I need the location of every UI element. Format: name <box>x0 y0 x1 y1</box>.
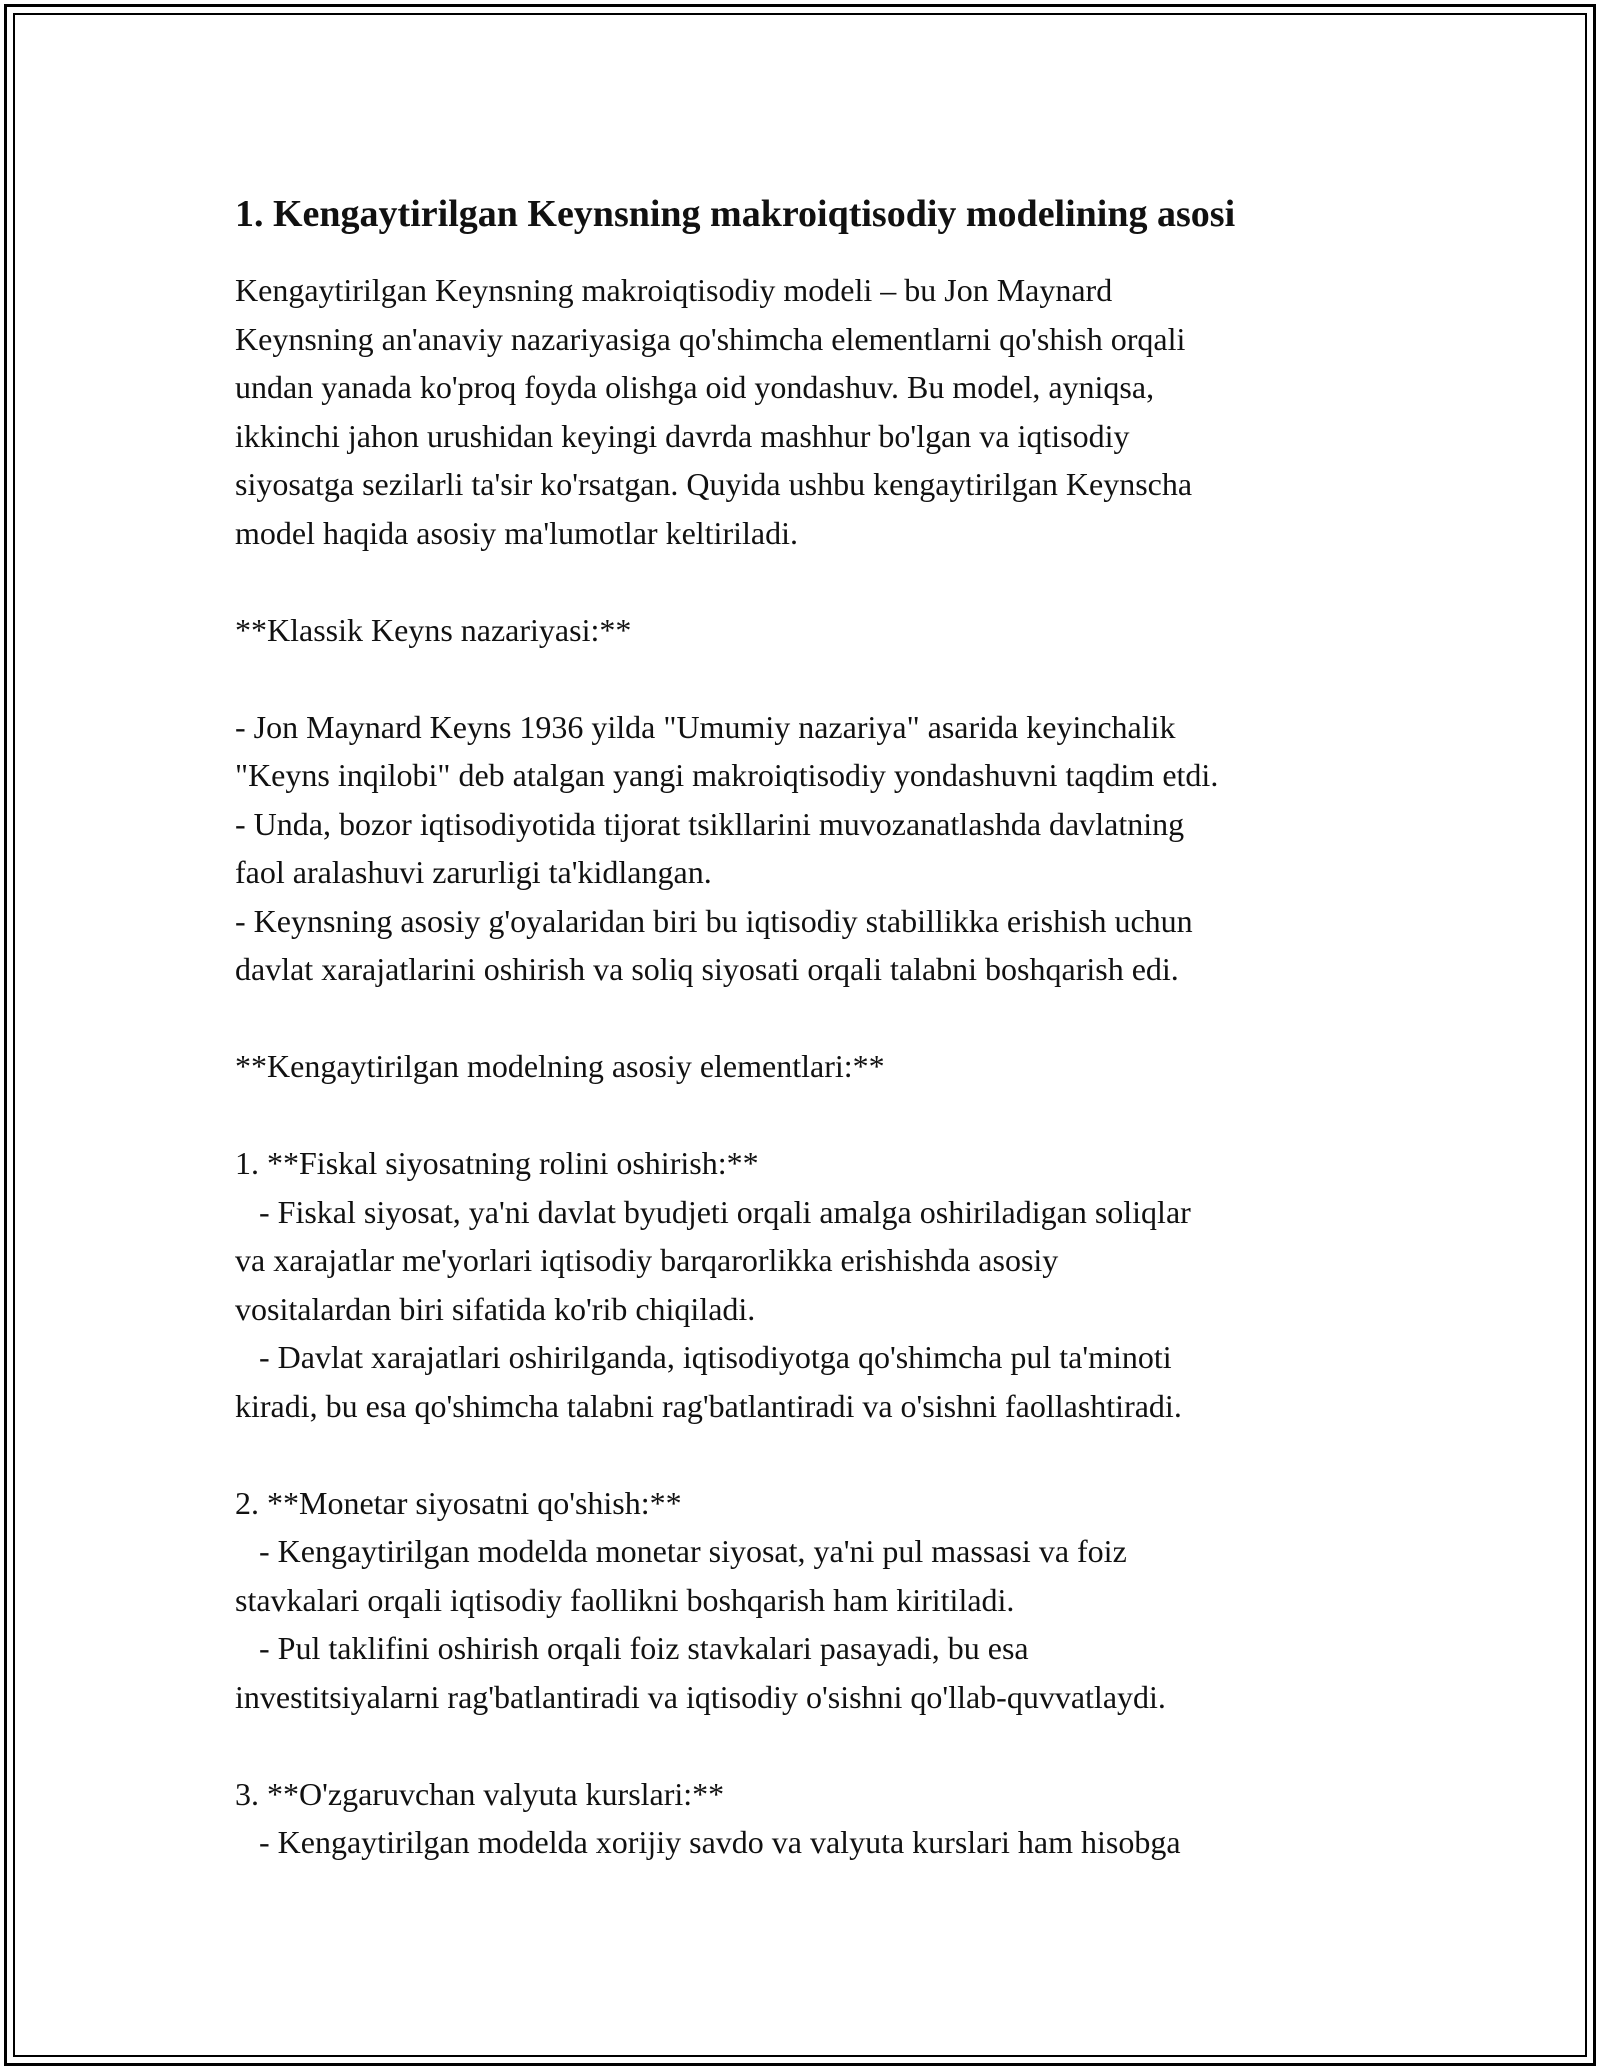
blank-line <box>235 1721 1375 1770</box>
blank-line <box>235 1430 1375 1479</box>
text-line: "Keyns inqilobi" deb atalgan yangi makroiqtisodiy yondashuvni taqdim etdi. <box>235 757 1219 793</box>
document-body <box>235 190 1375 1867</box>
text-line: - Davlat xarajatlari oshirilganda, iqtisodiyotga qo'shimcha pul ta'minoti <box>235 1339 1172 1375</box>
text-line: - Fiskal siyosat, ya'ni davlat byudjeti orqali amalga oshiriladigan soliqlar <box>235 1193 1191 1230</box>
blank-line <box>235 994 1375 1043</box>
text-line: **Kengaytirilgan modelning asosiy elementlari:** <box>235 1048 885 1084</box>
text-line: - Keynsning asosiy g'oyalaridan biri bu iqtisodiy stabillikka erishish uchun <box>235 902 1193 939</box>
text-line: Kengaytirilgan Keynsning makroiqtisodiy modeli – bu Jon Maynard <box>235 272 1113 308</box>
page-title: 1. Kengaytirilgan Keynsning makroiqtisodiy modelining asosi <box>235 193 1236 235</box>
blank-line <box>235 1091 1375 1140</box>
text-line: 3. **O'zgaruvchan valyuta kurslari:** <box>235 1775 725 1812</box>
blank-line <box>235 654 1375 703</box>
text-line: va xarajatlar me'yorlari iqtisodiy barqarorlikka erishishda asosiy <box>235 1242 1059 1278</box>
text-line: stavkalari orqali iqtisodiy faollikni boshqarish ham kiritiladi. <box>235 1581 1015 1618</box>
text-line: kiradi, bu esa qo'shimcha talabni rag'batlantiradi va o'sishni faollashtiradi. <box>235 1387 1182 1424</box>
text-line: - Pul taklifini oshirish orqali foiz stavkalari pasayadi, bu esa <box>235 1630 1029 1666</box>
text-line: - Kengaytirilgan modelda monetar siyosat, ya'ni pul massasi va foiz <box>235 1533 1127 1569</box>
text-line: faol aralashuvi zarurligi ta'kidlangan. <box>235 854 712 890</box>
blank-line <box>235 557 1375 606</box>
text-line: Keynsning an'anaviy nazariyasiga qo'shimcha elementlarni qo'shish orqali <box>235 320 1186 357</box>
text-line: ikkinchi jahon urushidan keyingi davrda mashhur bo'lgan va iqtisodiy <box>235 417 1130 454</box>
text-line: - Unda, bozor iqtisodiyotida tijorat tsikllarini muvozanatlashda davlatning <box>235 805 1185 842</box>
text-lines <box>235 266 1375 1867</box>
text-line: siyosatga sezilarli ta'sir ko'rsatgan. Quyida ushbu kengaytirilgan Keynscha <box>235 466 1193 502</box>
text-line: 1. **Fiskal siyosatning rolini oshirish:** <box>235 1145 759 1181</box>
text-line: **Klassik Keyns nazariyasi:** <box>235 611 632 648</box>
text-line: - Kengaytirilgan modelda xorijiy savdo va valyuta kurslari ham hisobga <box>235 1824 1181 1860</box>
text-line: davlat xarajatlarini oshirish va soliq siyosati orqali talabni boshqarish edi. <box>235 951 1179 987</box>
text-line: vositalardan biri sifatida ko'rib chiqiladi. <box>235 1290 756 1327</box>
text-line: investitsiyalarni rag'batlantiradi va iqtisodiy o'sishni qo'llab-quvvatlaydi. <box>235 1678 1166 1715</box>
text-line: undan yanada ko'proq foyda olishga oid yondashuv. Bu model, ayniqsa, <box>235 369 1155 405</box>
text-line: 2. **Monetar siyosatni qo'shish:** <box>235 1484 682 1521</box>
text-line: - Jon Maynard Keyns 1936 yilda "Umumiy nazariya" asarida keyinchalik <box>235 708 1176 745</box>
text-line: model haqida asosiy ma'lumotlar keltiriladi. <box>235 514 798 551</box>
